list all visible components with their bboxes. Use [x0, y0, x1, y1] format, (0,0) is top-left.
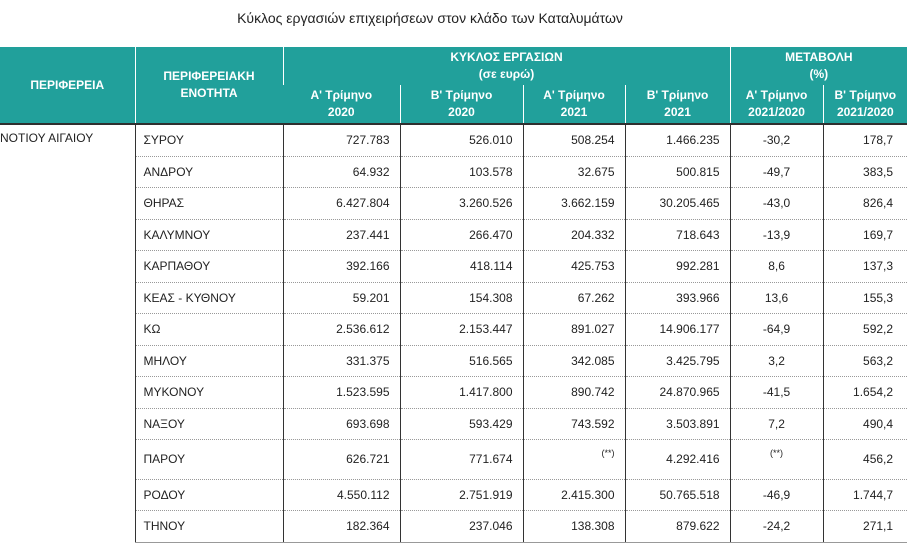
table-row	[0, 408, 907, 440]
change-cell: 383,5	[823, 156, 907, 188]
header-period-year: 2021/2020	[748, 105, 805, 119]
change-cell: 137,3	[823, 251, 907, 283]
unit-name-cell: ΘΗΡΑΣ	[135, 188, 283, 220]
change-cell: 1.744,7	[823, 479, 907, 511]
turnover-cell: 154.308	[400, 282, 523, 314]
table-row	[0, 479, 907, 511]
turnover-cell: 2.153.447	[400, 314, 523, 346]
change-cell: (**)	[730, 440, 823, 480]
header-period-year: 2020	[327, 105, 355, 119]
header-period-quarter: Α' Τρίμηνο	[745, 88, 808, 102]
unit-name-cell: ΠΑΡΟΥ	[135, 440, 283, 480]
change-cell: 3,2	[730, 345, 823, 377]
unit-name-cell: ΚΑΛΥΜΝΟΥ	[135, 219, 283, 251]
change-cell: -43,0	[730, 188, 823, 220]
header-period	[523, 85, 625, 124]
header-period-quarter: Α' Τρίμηνο	[310, 88, 373, 102]
change-cell: 271,1	[823, 511, 907, 543]
turnover-cell: 425.753	[523, 251, 625, 283]
turnover-cell: 237.441	[283, 219, 400, 251]
header-turnover	[283, 47, 730, 85]
change-cell: 8,6	[730, 251, 823, 283]
turnover-cell: 6.427.804	[283, 188, 400, 220]
turnover-cell: 59.201	[283, 282, 400, 314]
header-period	[283, 85, 400, 124]
turnover-cell: 992.281	[625, 251, 730, 283]
header-period-quarter: Β' Τρίμηνο	[834, 88, 897, 102]
unit-name-cell: ΜΗΛΟΥ	[135, 345, 283, 377]
change-cell: 169,7	[823, 219, 907, 251]
change-cell: 7,2	[730, 408, 823, 440]
turnover-cell: 879.622	[625, 511, 730, 543]
header-change	[730, 47, 907, 85]
turnover-cell: 1.466.235	[625, 124, 730, 156]
header-period-year: 2021	[560, 105, 588, 119]
region-cell: ΝΟΤΙΟΥ ΑΙΓΑΙΟΥ	[0, 131, 94, 145]
header-period-quarter: Β' Τρίμηνο	[646, 88, 709, 102]
table-row	[0, 314, 907, 346]
table-row	[0, 377, 907, 409]
turnover-cell: 64.932	[283, 156, 400, 188]
unit-name-cell: ΚΑΡΠΑΘΟΥ	[135, 251, 283, 283]
change-cell: 490,4	[823, 408, 907, 440]
turnover-cell: 182.364	[283, 511, 400, 543]
turnover-cell: 593.429	[400, 408, 523, 440]
turnover-cell: 32.675	[523, 156, 625, 188]
turnover-cell: 3.425.795	[625, 345, 730, 377]
turnover-cell: 418.114	[400, 251, 523, 283]
turnover-cell: 266.470	[400, 219, 523, 251]
turnover-table	[0, 47, 907, 543]
header-period-quarter: Α' Τρίμηνο	[543, 88, 605, 102]
turnover-cell: 2.751.919	[400, 479, 523, 511]
change-cell: -13,9	[730, 219, 823, 251]
turnover-cell: 4.550.112	[283, 479, 400, 511]
turnover-cell: 14.906.177	[625, 314, 730, 346]
header-change-title: ΜΕΤΑΒΟΛΗ	[785, 50, 853, 64]
turnover-cell: 2.536.612	[283, 314, 400, 346]
table-row	[0, 156, 907, 188]
turnover-cell: 138.308	[523, 511, 625, 543]
turnover-cell: 3.662.159	[523, 188, 625, 220]
header-period-year: 2021	[664, 105, 691, 119]
turnover-cell: (**)	[523, 440, 625, 480]
header-unit	[135, 47, 283, 124]
header-period-year: 2021/2020	[836, 105, 894, 119]
turnover-cell: 67.262	[523, 282, 625, 314]
change-cell: 563,2	[823, 345, 907, 377]
turnover-cell: 890.742	[523, 377, 625, 409]
turnover-cell: 743.592	[523, 408, 625, 440]
table-row	[0, 440, 907, 480]
header-period	[730, 85, 823, 124]
unit-name-cell: ΚΩ	[135, 314, 283, 346]
turnover-cell: 500.815	[625, 156, 730, 188]
unit-name-cell: ΜΥΚΟΝΟΥ	[135, 377, 283, 409]
change-cell: 155,3	[823, 282, 907, 314]
turnover-cell: 1.417.800	[400, 377, 523, 409]
turnover-cell: 693.698	[283, 408, 400, 440]
table-row	[0, 345, 907, 377]
change-cell: -64,9	[730, 314, 823, 346]
header-period-quarter: Β' Τρίμηνο	[430, 88, 493, 102]
turnover-cell: 3.503.891	[625, 408, 730, 440]
turnover-cell: 50.765.518	[625, 479, 730, 511]
turnover-cell: 508.254	[523, 124, 625, 156]
turnover-cell: 30.205.465	[625, 188, 730, 220]
table-row	[0, 251, 907, 283]
turnover-cell: 3.260.526	[400, 188, 523, 220]
table-row	[0, 188, 907, 220]
header-turnover-title: ΚΥΚΛΟΣ ΕΡΓΑΣΙΩΝ	[450, 50, 563, 64]
unit-name-cell: ΡΟΔΟΥ	[135, 479, 283, 511]
header-period-year: 2020	[448, 105, 475, 119]
turnover-cell: 891.027	[523, 314, 625, 346]
unit-name-cell: ΤΗΝΟΥ	[135, 511, 283, 543]
table-row	[0, 219, 907, 251]
header-unit-label: ΠΕΡΙΦΕΡΕΙΑΚΗ ΕΝΟΤΗΤΑ	[163, 69, 255, 100]
change-cell: -30,2	[730, 124, 823, 156]
change-cell: 1.654,2	[823, 377, 907, 409]
turnover-cell: 2.415.300	[523, 479, 625, 511]
table-row	[0, 511, 907, 543]
turnover-cell: 727.783	[283, 124, 400, 156]
change-cell: -24,2	[730, 511, 823, 543]
table-row	[0, 282, 907, 314]
header-period	[400, 85, 523, 124]
change-cell: 456,2	[823, 440, 907, 480]
turnover-cell: 24.870.965	[625, 377, 730, 409]
table-row	[0, 124, 907, 156]
turnover-cell: 331.375	[283, 345, 400, 377]
turnover-cell: 1.523.595	[283, 377, 400, 409]
turnover-cell: 393.966	[625, 282, 730, 314]
change-cell: 13,6	[730, 282, 823, 314]
unit-name-cell: ΝΑΞΟΥ	[135, 408, 283, 440]
change-cell: 826,4	[823, 188, 907, 220]
unit-name-cell: ΣΥΡΟΥ	[135, 124, 283, 156]
turnover-cell: 103.578	[400, 156, 523, 188]
turnover-cell: 626.721	[283, 440, 400, 480]
turnover-cell: 526.010	[400, 124, 523, 156]
turnover-cell: 4.292.416	[625, 440, 730, 480]
unit-name-cell: ΚΕΑΣ - ΚΥΘΝΟΥ	[135, 282, 283, 314]
turnover-cell: 718.643	[625, 219, 730, 251]
turnover-cell: 237.046	[400, 511, 523, 543]
unit-name-cell: ΑΝΔΡΟΥ	[135, 156, 283, 188]
change-cell: 178,7	[823, 124, 907, 156]
turnover-cell: 342.085	[523, 345, 625, 377]
turnover-cell: 516.565	[400, 345, 523, 377]
change-cell: 592,2	[823, 314, 907, 346]
change-cell: -49,7	[730, 156, 823, 188]
header-period	[823, 85, 907, 124]
table-title: Κύκλος εργασιών επιχειρήσεων στον κλάδο των Καταλυμάτων	[237, 10, 623, 26]
turnover-cell: 771.674	[400, 440, 523, 480]
turnover-cell: 204.332	[523, 219, 625, 251]
header-turnover-unit: (σε ευρώ)	[478, 67, 535, 81]
turnover-cell: 392.166	[283, 251, 400, 283]
change-cell: -46,9	[730, 479, 823, 511]
header-change-unit: (%)	[809, 67, 829, 81]
header-region: ΠΕΡΙΦΕΡΕΙΑ	[0, 47, 135, 124]
change-cell: -41,5	[730, 377, 823, 409]
header-period	[625, 85, 730, 124]
